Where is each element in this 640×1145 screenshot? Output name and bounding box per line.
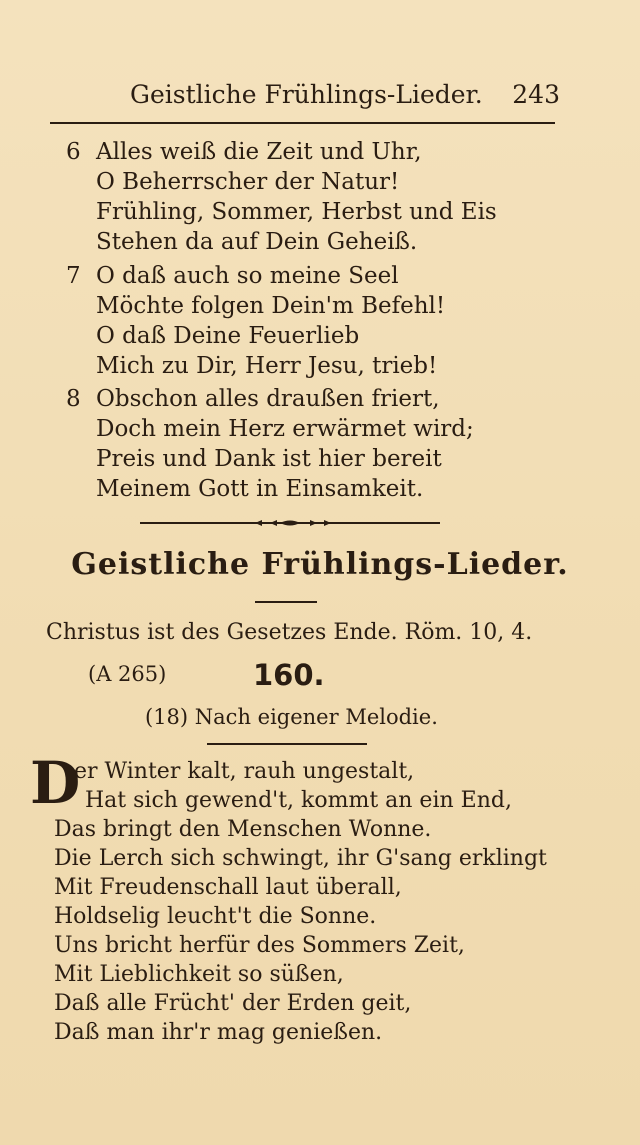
page-number: 243 [512, 80, 560, 109]
drop-cap: D [30, 749, 81, 817]
melody-note: (18) Nach eigener Melodie. [145, 705, 438, 729]
verse-line: Holdselig leucht't die Sonne. [54, 904, 377, 929]
verse-line: Daß man ihr'r mag genießen. [54, 1020, 383, 1045]
verse-line: Meinem Gott in Einsamkeit. [96, 476, 424, 502]
header-rule [50, 122, 555, 124]
verse-line: Alles weiß die Zeit und Uhr, [96, 139, 422, 165]
hymn-source-reference: (A 265) [88, 662, 167, 686]
section-rule [255, 601, 317, 603]
running-title: Geistliche Frühlings-Lieder. [130, 80, 483, 109]
ornament-divider [140, 513, 440, 533]
verse-line: Möchte folgen Dein'm Befehl! [96, 293, 446, 319]
verse-line: O daß auch so meine Seel [96, 263, 399, 289]
verse-line: Die Lerch sich schwingt, ihr G'sang erklingt [54, 846, 547, 871]
verse-line: Hat sich gewend't, kommt an ein End, [85, 788, 512, 813]
verse-line: Frühling, Sommer, Herbst und Eis [96, 199, 497, 225]
verse-line: Mit Lieblichkeit so süßen, [54, 962, 344, 987]
stanza-number: 7 [66, 263, 81, 289]
verse-line: Mich zu Dir, Herr Jesu, trieb! [96, 353, 438, 379]
stanza-number: 8 [66, 386, 81, 412]
verse-line: Preis und Dank ist hier bereit [96, 446, 442, 472]
verse-line: Stehen da auf Dein Geheiß. [96, 229, 418, 255]
verse-line: Das bringt den Menschen Wonne. [54, 817, 432, 842]
section-title: Geistliche Frühlings-Lieder. [71, 547, 569, 582]
scripture-reference: Christus ist des Gesetzes Ende. Röm. 10, 4. [46, 620, 533, 645]
melody-rule [207, 743, 367, 745]
verse-line: O Beherrscher der Natur! [96, 169, 400, 195]
stanza-number: 6 [66, 139, 81, 165]
verse-line: Doch mein Herz erwärmet wird; [96, 416, 474, 442]
verse-line: O daß Deine Feuerlieb [96, 323, 360, 349]
verse-line: Obschon alles draußen friert, [96, 386, 440, 412]
hymn-verse [54, 757, 547, 1047]
verse-line: Daß alle Frücht' der Erden geit, [54, 991, 412, 1016]
hymn-number: 160. [253, 658, 325, 692]
verse-line: er Winter kalt, rauh ungestalt, [74, 759, 415, 784]
verse-line: Uns bricht herfür des Sommers Zeit, [54, 933, 465, 958]
verse-line: Mit Freudenschall laut überall, [54, 875, 402, 900]
